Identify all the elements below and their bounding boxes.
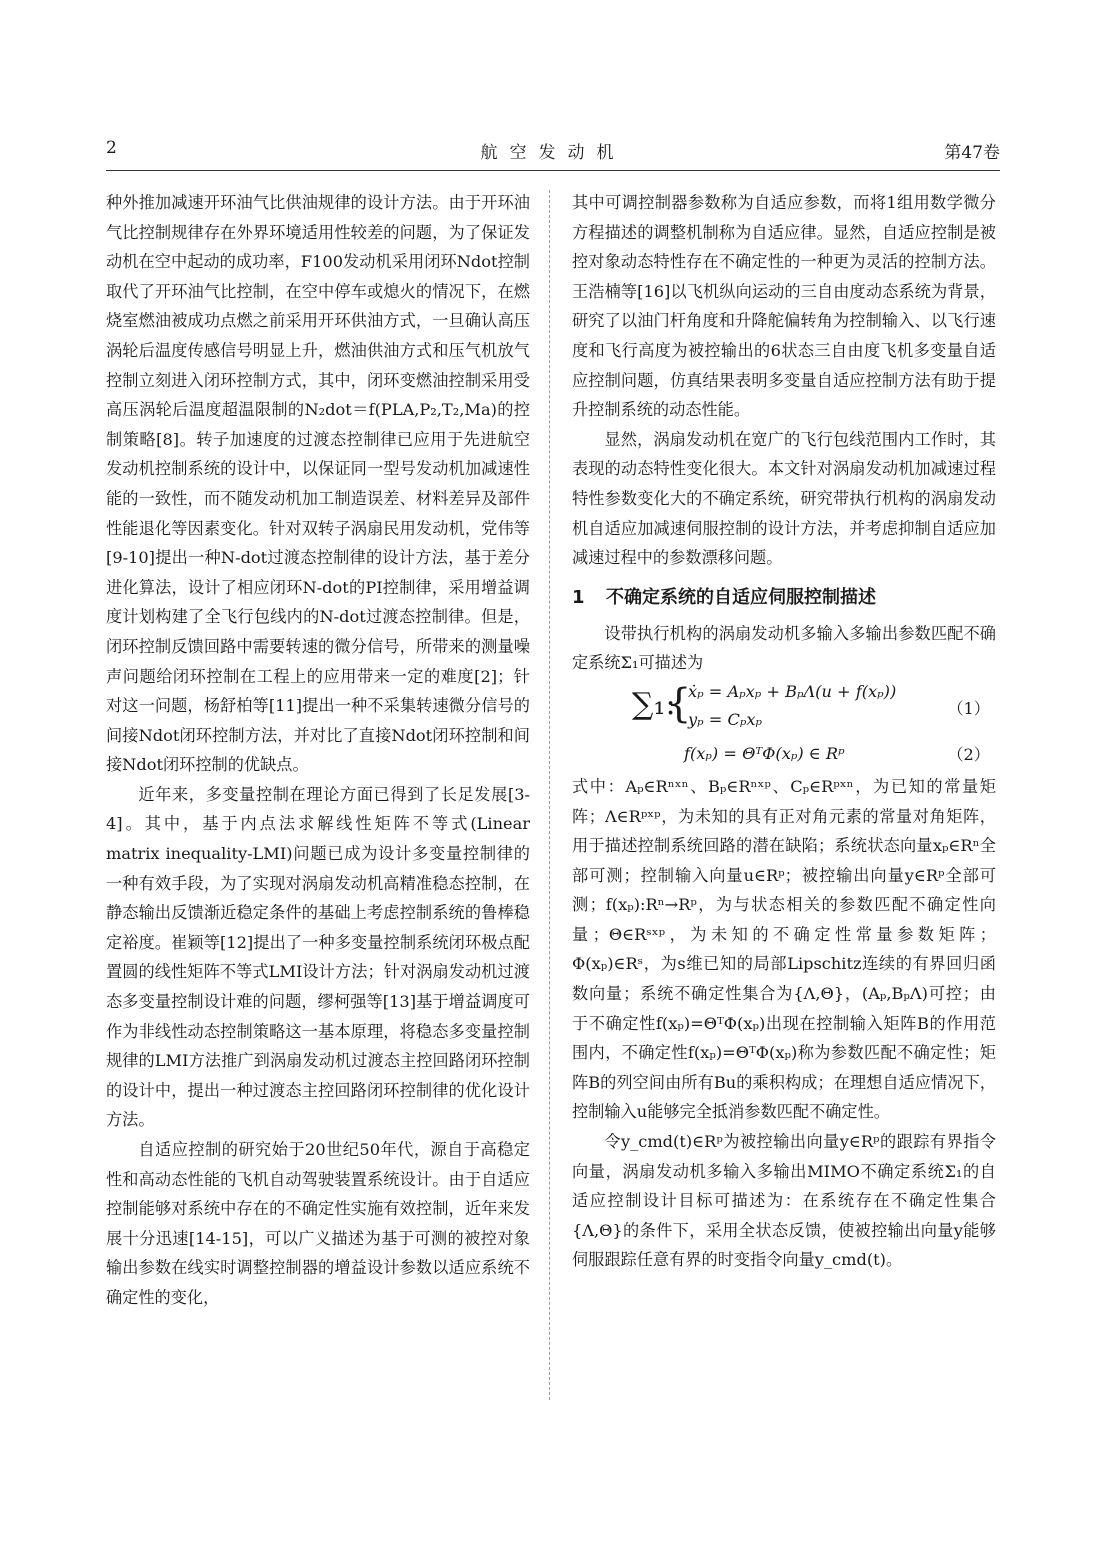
paragraph: 其中可调控制器参数称为自适应参数，而将1组用数学微分方程描述的调整机制称为自适应律。显然，自适应控制是被控对象动态特性存在不确定性的一种更为灵活的控制方法。王浩楠等[16]以飞机纵向运动的三自由度动态系统为背景，研究了以油门杆角度和升降舵偏转角为控制输入、以飞行速度和飞行高度为被控输出的6状态三自由度飞机多变量自适应控制问题，仿真结果表明多变量自适应控制方法有助于提升控制系统的动态性能。: [572, 193, 996, 420]
page-number: 2: [106, 138, 117, 158]
section-number: 1: [572, 586, 585, 608]
column-divider: [549, 190, 550, 1400]
brace-symbol: {: [666, 680, 692, 727]
equation-system-label: ∑₁:: [632, 686, 676, 722]
paragraph: 式中：Aₚ∈Rⁿˣⁿ、Bₚ∈Rⁿˣᵖ、Cₚ∈Rᵖˣⁿ，为已知的常量矩阵；Λ∈Rᵖˣᵖ，为未知的具有正对角元素的常量对角矩阵，用于描述控制系统回路的潜在缺陷；系统状态向量xₚ∈Rⁿ全部可测；控制输入向量u∈Rᵖ；被控输出向量y∈Rᵖ全部可测；f(xₚ):Rⁿ→Rᵖ，为与状态相关的参数匹配不确定性向量；Θ∈Rˢˣᵖ，为未知的不确定性常量参数矩阵；Φ(xₚ)∈Rˢ，为s维已知的局部Lipschitz连续的有界回归函数向量；系统不确定性集合为{Λ,Θ}，(Aₚ,BₚΛ)可控；由于不确定性f(xₚ)=ΘᵀΦ(xₚ)出现在控制输入矩阵B的作用范围内，不确定性f(xₚ)=ΘᵀΦ(xₚ)称为参数匹配不确定性；矩阵B的列空间由所有Bu的乘积构成；在理想自适应情况下，控制输入u能够完全抵消参数匹配不确定性。: [572, 776, 996, 1122]
running-header: [106, 138, 1000, 168]
equation-number: （2）: [947, 744, 990, 764]
section-heading: [572, 583, 996, 613]
right-column: [572, 188, 996, 1275]
paragraph: 设带执行机构的涡扇发动机多输入多输出参数匹配不确定系统Σ₁可描述为: [572, 623, 996, 673]
equation-number: （1）: [947, 698, 990, 718]
header-rule: [106, 170, 1000, 171]
equation-line: ẋₚ = Aₚxₚ + BₚΛ(u + f(xₚ)): [688, 681, 897, 701]
equation-1: [572, 678, 996, 738]
left-column: [106, 188, 530, 1313]
equation-2: [572, 738, 996, 772]
paragraph: 显然，涡扇发动机在宽广的飞行包线范围内工作时，其表现的动态特性变化很大。本文针对涡扇发动机加减速过程特性参数变化大的不确定系统，研究带执行机构的涡扇发动机自适应加减速伺服控制的设计方法，并考虑抑制自适应加减速过程中的参数漂移问题。: [572, 429, 996, 568]
paragraph: 种外推加减速开环油气比供油规律的设计方法。由于开环油气比控制规律存在外界环境适用性较差的问题，为了保证发动机在空中起动的成功率，F100发动机采用闭环Ndot控制取代了开环油气比控制，在空中停车或熄火的情况下，在燃烧室燃油被成功点燃之前采用开环供油方式，一旦确认高压涡轮后温度传感信号明显上升，燃油供油方式和压气机放气控制立刻进入闭环控制方式，其中，闭环变燃油控制采用受高压涡轮后温度超温限制的N₂dot＝f(PLA,P₂,T₂,Ma)的控制策略[8]。转子加速度的过渡态控制律已应用于先进航空发动机控制系统的设计中，以保证同一型号发动机加减速性能的一致性，而不随发动机加工制造误差、材料差异及部件性能退化等因素变化。针对双转子涡扇民用发动机，党伟等[9-10]提出一种N-dot过渡态控制律的设计方法，基于差分进化算法，设计了相应闭环N-dot的PI控制律，采用增益调度计划构建了全飞行包线内的N-dot过渡态控制律。但是，闭环控制反馈回路中需要转速的微分信号，所带来的测量噪声问题给闭环控制在工程上的应用带来一定的难度[2]；针对这一问题，杨舒柏等[11]提出一种不采集转速微分信号的间接Ndot闭环控制方法，并对比了直接Ndot闭环控制和间接Ndot闭环控制的优缺点。: [106, 193, 530, 775]
section-title: 不确定系统的自适应伺服控制描述: [606, 586, 876, 608]
paragraph: 自适应控制的研究始于20世纪50年代，源自于高稳定性和高动态性能的飞机自动驾驶装置系统设计。由于自适应控制能够对系统中存在的不确定性实施有效控制，近年来发展十分迅速[14-15]，可以广义描述为基于可测的被控对象输出参数在线实时调整控制器的增益设计参数以适应系统不确定性的变化，: [106, 1140, 530, 1307]
equation-body: f(xₚ) = ΘᵀΦ(xₚ) ∈ Rᵖ: [684, 743, 845, 763]
equation-body: [688, 678, 896, 734]
volume-label: 第47卷: [944, 143, 1000, 163]
paragraph: 令y_cmd(t)∈Rᵖ为被控输出向量y∈Rᵖ的跟踪有界指令向量，涡扇发动机多输入多输出MIMO不确定系统Σ₁的自适应控制设计目标可描述为：在系统存在不确定性集合{Λ,Θ}的条件下，采用全状态反馈，使被控输出向量y能够伺服跟踪任意有界的时变指令向量y_cmd(t)。: [572, 1132, 996, 1270]
equation-line: yₚ = Cₚxₚ: [688, 709, 762, 729]
paragraph: 近年来，多变量控制在理论方面已得到了长足发展[3-4]。其中，基于内点法求解线性矩阵不等式(Linear matrix inequality-LMI)问题已成为设计多变量控制律的一种有效手段，为了实现对涡扇发动机高精准稳态控制，在静态输出反馈渐近稳定条件的基础上考虑控制系统的鲁棒稳定裕度。崔颖等[12]提出了一种多变量控制系统闭环极点配置圆的线性矩阵不等式LMI设计方法；针对涡扇发动机过渡态多变量控制设计难的问题，缪柯强等[13]基于增益调度可作为非线性动态控制策略这一基本原理，将稳态多变量控制规律的LMI方法推广到涡扇发动机过渡态主控回路闭环控制的设计中，提出一种过渡态主控回路闭环控制律的优化设计方法。: [106, 784, 530, 1130]
journal-name: 航空发动机: [480, 143, 626, 163]
